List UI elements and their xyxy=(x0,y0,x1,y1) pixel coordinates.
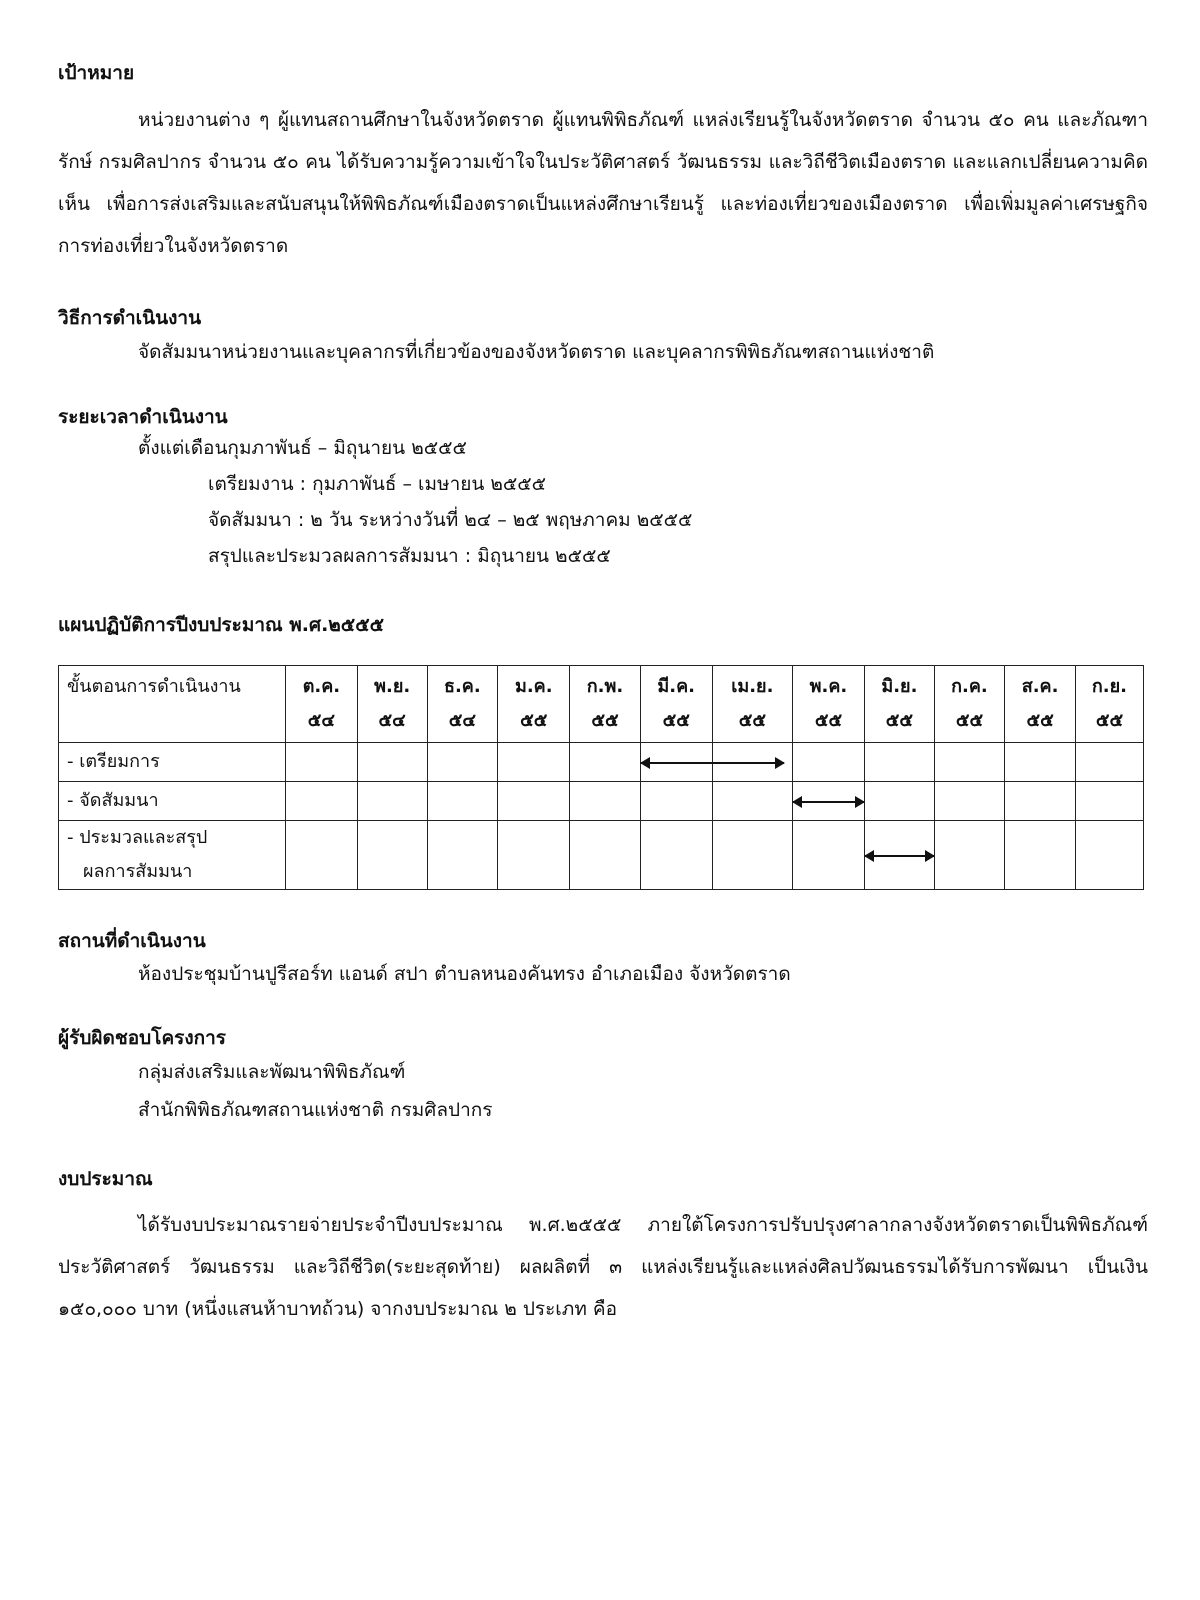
plan-month-cell xyxy=(792,781,864,820)
month-header xyxy=(570,665,640,742)
plan-month-cell xyxy=(792,742,864,781)
plan-heading: แผนปฏิบัติการปีงบประมาณ พ.ศ.๒๕๕๕ xyxy=(58,614,384,637)
plan-step-label: - จัดสัมมนา xyxy=(67,789,159,811)
plan-row xyxy=(59,781,1144,820)
plan-month-cell xyxy=(1075,781,1143,820)
goal-text: หน่วยงานต่าง ๆ ผู้แทนสถานศึกษาในจังหวัดตราด ผู้แทนพิพิธภัณฑ์ แหล่งเรียนรู้ในจังหวัดตราด จำนวน ๕๐ คน และภัณฑารักษ์ กรมศิลปากร จำนวน ๕๐ คน ได้รับความรู้ความเข้าใจในประวัติศาสตร์ วัฒนธรรม และวิถีชีวิตเมืองตราด และแลกเปลี่ยนความคิดเห็น เพื่อการส่งเสริมและสนับสนุนให้พิพิธภัณฑ์เมืองตราดเป็นแหล่งศึกษาเรียนรู้ และท่องเที่ยวของเมืองตราด เพื่อเพิ่มมูลค่าเศรษฐกิจการท่องเที่ยวในจังหวัดตราด xyxy=(58,108,1148,257)
month-label: ส.ค. xyxy=(1021,675,1059,697)
month-year: ๕๕ xyxy=(1095,709,1124,731)
plan-month-cell xyxy=(498,742,570,781)
plan-row xyxy=(59,820,1144,889)
month-label: เม.ย. xyxy=(731,675,774,697)
month-year: ๕๕ xyxy=(1026,709,1054,731)
period-prep: เตรียมงาน : กุมภาพันธ์ – เมษายน ๒๕๕๕ xyxy=(208,473,547,496)
plan-month-cell xyxy=(286,820,358,889)
responsible-heading: ผู้รับผิดชอบโครงการ xyxy=(58,1027,227,1050)
plan-month-cell xyxy=(1075,820,1143,889)
month-label: ก.พ. xyxy=(586,675,624,697)
plan-month-cell xyxy=(427,781,498,820)
month-year: ๕๕ xyxy=(885,709,913,731)
month-label: มิ.ย. xyxy=(881,675,918,697)
plan-month-cell xyxy=(1005,781,1076,820)
plan-month-cell xyxy=(357,820,427,889)
month-header xyxy=(640,665,712,742)
budget-heading: งบประมาณ xyxy=(58,1167,153,1190)
plan-month-cell xyxy=(286,742,358,781)
month-label: ธ.ค. xyxy=(443,675,481,697)
plan-month-cell xyxy=(1005,742,1076,781)
timeline-arrow xyxy=(865,855,934,857)
method-text: จัดสัมมนาหน่วยงานและบุคลากรที่เกี่ยวข้องของจังหวัดตราด และบุคลากรพิพิธภัณฑสถานแห่งชาติ xyxy=(138,341,935,364)
timeline-arrow xyxy=(793,801,864,803)
month-year: ๕๕ xyxy=(955,709,984,731)
plan-month-cell xyxy=(865,742,935,781)
month-label: ม.ค. xyxy=(514,675,553,697)
plan-month-cell xyxy=(498,820,570,889)
month-year: ๕๕ xyxy=(662,709,690,731)
step-column-header: ขั้นตอนการดำเนินงาน xyxy=(59,665,286,742)
plan-month-cell xyxy=(1005,820,1076,889)
plan-month-cell xyxy=(427,742,498,781)
month-header xyxy=(427,665,498,742)
plan-month-cell xyxy=(712,820,792,889)
month-header xyxy=(1005,665,1076,742)
month-header xyxy=(792,665,864,742)
plan-month-cell xyxy=(570,820,640,889)
budget-text: ได้รับงบประมาณรายจ่ายประจำปีงบประมาณ พ.ศ.๒๕๕๕ ภายใต้โครงการปรับปรุงศาลากลางจังหวัดตราดเป็นพิพิธภัณฑ์ประวัติศาสตร์ วัฒนธรรม และวิถีชีวิต(ระยะสุดท้าย) ผลผลิตที่ ๓ แหล่งเรียนรู้และแหล่งศิลปวัฒนธรรมได้รับการพัฒนา เป็นเงิน ๑๕๐,๐๐๐ บาท (หนึ่งแสนห้าบาทถ้วน) จากงบประมาณ ๒ ประเภท คือ xyxy=(58,1214,1148,1321)
plan-month-cell xyxy=(427,820,498,889)
plan-month-cell xyxy=(712,781,792,820)
method-heading: วิธีการดำเนินงาน xyxy=(58,306,202,329)
plan-month-cell xyxy=(498,781,570,820)
plan-month-cell xyxy=(640,781,712,820)
month-year: ๕๔ xyxy=(307,709,336,731)
period-heading: ระยะเวลาดำเนินงาน xyxy=(58,405,228,428)
document-page xyxy=(58,60,1148,1330)
plan-month-cell xyxy=(865,781,935,820)
plan-month-cell xyxy=(792,820,864,889)
month-header xyxy=(865,665,935,742)
month-year: ๕๕ xyxy=(520,709,548,731)
plan-step-cell xyxy=(59,820,286,889)
plan-month-cell xyxy=(357,742,427,781)
month-label: ต.ค. xyxy=(302,675,341,697)
plan-month-cell xyxy=(357,781,427,820)
month-label: พ.ย. xyxy=(374,675,411,697)
location-heading: สถานที่ดำเนินงาน xyxy=(58,929,206,952)
month-year: ๕๔ xyxy=(448,709,476,731)
plan-step-label-cont: ผลการสัมมนา xyxy=(83,860,193,882)
plan-month-cell xyxy=(570,781,640,820)
month-label: ก.ค. xyxy=(951,675,988,697)
month-header xyxy=(357,665,427,742)
plan-step-label: - ประมวลและสรุป xyxy=(67,826,208,848)
month-year: ๕๕ xyxy=(814,709,843,731)
plan-month-cell xyxy=(712,742,792,781)
month-label: ก.ย. xyxy=(1091,675,1128,697)
action-plan-table xyxy=(58,665,1144,890)
plan-month-cell xyxy=(934,742,1005,781)
plan-month-cell xyxy=(1075,742,1143,781)
plan-month-cell xyxy=(934,820,1005,889)
plan-month-cell xyxy=(640,820,712,889)
responsible-office: สำนักพิพิธภัณฑสถานแห่งชาติ กรมศิลปากร xyxy=(138,1098,493,1121)
plan-month-cell xyxy=(865,820,935,889)
period-overall: ตั้งแต่เดือนกุมภาพันธ์ – มิถุนายน ๒๕๕๕ xyxy=(138,437,467,460)
month-header xyxy=(1075,665,1143,742)
month-header xyxy=(712,665,792,742)
plan-month-cell xyxy=(286,781,358,820)
plan-month-cell xyxy=(640,742,712,781)
month-header xyxy=(934,665,1005,742)
goal-heading: เป้าหมาย xyxy=(58,62,135,84)
period-seminar: จัดสัมมนา : ๒ วัน ระหว่างวันที่ ๒๔ – ๒๕ พฤษภาคม ๒๕๕๕ xyxy=(208,509,693,532)
plan-row xyxy=(59,742,1144,781)
plan-month-cell xyxy=(934,781,1005,820)
plan-step-label: - เตรียมการ xyxy=(67,750,160,772)
month-year: ๕๔ xyxy=(378,709,406,731)
month-year: ๕๕ xyxy=(738,709,766,731)
month-header xyxy=(498,665,570,742)
plan-step-cell xyxy=(59,781,286,820)
month-label: มี.ค. xyxy=(657,675,695,697)
period-summary: สรุปและประมวลผลการสัมมนา : มิถุนายน ๒๕๕๕ xyxy=(208,545,611,568)
plan-month-cell xyxy=(570,742,640,781)
month-year: ๕๕ xyxy=(591,709,619,731)
responsible-group: กลุ่มส่งเสริมและพัฒนาพิพิธภัณฑ์ xyxy=(138,1060,406,1083)
plan-step-cell xyxy=(59,742,286,781)
location-text: ห้องประชุมบ้านปูรีสอร์ท แอนด์ สปา ตำบลหนองคันทรง อำเภอเมือง จังหวัดตราด xyxy=(138,962,791,985)
month-label: พ.ค. xyxy=(809,675,848,697)
month-header-row xyxy=(59,665,1144,742)
month-header xyxy=(286,665,358,742)
